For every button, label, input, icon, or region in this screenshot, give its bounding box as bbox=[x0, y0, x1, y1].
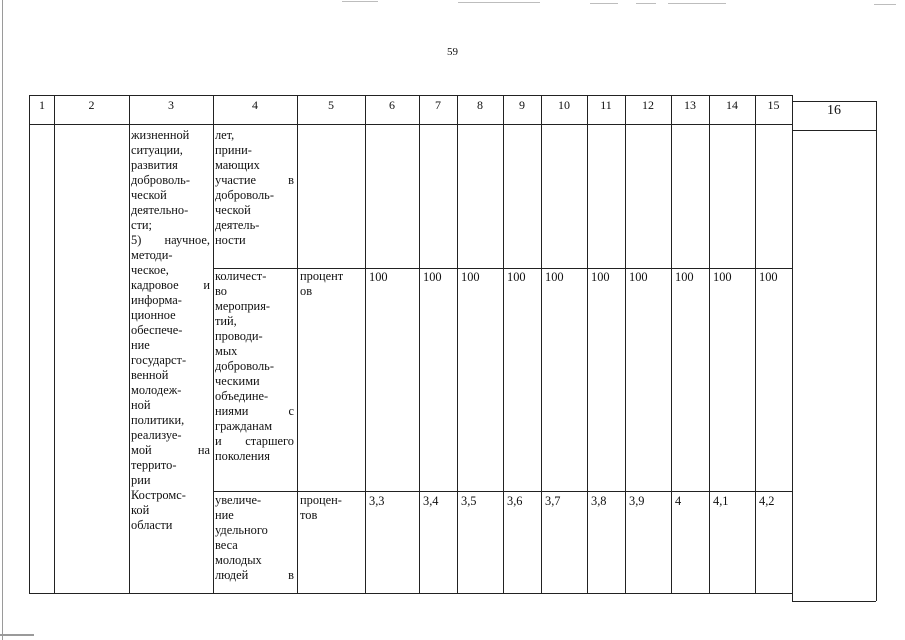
value-cell: 100 bbox=[507, 270, 526, 284]
value-cell: 4 bbox=[675, 494, 682, 508]
grid-line bbox=[213, 95, 214, 593]
text-line: ние bbox=[215, 508, 234, 522]
grid-line bbox=[457, 95, 458, 593]
indicator-cell bbox=[215, 128, 294, 248]
text-line: участие в bbox=[215, 173, 294, 187]
grid-line bbox=[792, 130, 876, 131]
text-line: молодеж- bbox=[131, 383, 182, 397]
header-cell: 1 bbox=[39, 98, 45, 112]
text-line: ние bbox=[131, 338, 150, 352]
value-cell: 100 bbox=[369, 270, 388, 284]
text-line: ов bbox=[300, 284, 313, 298]
text-line: мой на bbox=[131, 443, 210, 457]
grid-line bbox=[876, 101, 877, 601]
value-cell: 100 bbox=[423, 270, 442, 284]
text-line: ности bbox=[215, 233, 246, 247]
grid-line bbox=[587, 95, 588, 593]
value-cell: 3,4 bbox=[423, 494, 439, 508]
text-line: веса bbox=[215, 538, 238, 552]
grid-line bbox=[365, 95, 366, 593]
value-cell: 100 bbox=[461, 270, 480, 284]
value-cell: 3,5 bbox=[461, 494, 477, 508]
text-line: ческой bbox=[215, 203, 251, 217]
text-line: доброволь- bbox=[131, 173, 190, 187]
text-line: увеличе- bbox=[215, 493, 262, 507]
text-line: кадровое и bbox=[131, 278, 210, 292]
value-cell: 100 bbox=[545, 270, 564, 284]
grid-line bbox=[129, 95, 130, 593]
value-cell: 3,6 bbox=[507, 494, 523, 508]
scan-artifact bbox=[342, 1, 378, 2]
header-cell: 2 bbox=[88, 98, 95, 112]
text-line: государст- bbox=[131, 353, 187, 367]
text-line: ческое, bbox=[131, 263, 169, 277]
text-line: ционное bbox=[131, 308, 176, 322]
value-cell: 100 bbox=[675, 270, 694, 284]
text-line: мых bbox=[215, 344, 238, 358]
text-line: молодых bbox=[215, 553, 262, 567]
header-cell: 4 bbox=[252, 98, 258, 112]
text-line: жизненной bbox=[131, 128, 190, 142]
text-line: проводи- bbox=[215, 329, 263, 343]
header-cell: 6 bbox=[389, 98, 395, 112]
header-cell: 16 bbox=[827, 103, 841, 118]
value-cell: 3,8 bbox=[591, 494, 607, 508]
value-cell: 4,1 bbox=[713, 494, 729, 508]
header-cell: 5 bbox=[328, 98, 334, 112]
text-line: ческой bbox=[131, 188, 167, 202]
header-cell: 10 bbox=[558, 98, 570, 112]
header-cell: 13 bbox=[684, 98, 696, 112]
value-cell: 100 bbox=[759, 270, 778, 284]
grid-line bbox=[671, 95, 672, 593]
header-cell: 3 bbox=[168, 98, 174, 112]
text-line: и старшего bbox=[215, 434, 294, 448]
header-cell: 9 bbox=[519, 98, 525, 112]
value-cell: 3,7 bbox=[545, 494, 561, 508]
text-line: информа- bbox=[131, 293, 182, 307]
scan-artifact bbox=[636, 3, 656, 4]
text-line: тий, bbox=[215, 314, 237, 328]
header-cell: 8 bbox=[477, 98, 483, 112]
grid-line bbox=[29, 95, 792, 96]
text-line: тов bbox=[300, 508, 318, 522]
page-number: 59 bbox=[447, 46, 458, 58]
value-cell: 100 bbox=[591, 270, 610, 284]
text-line: деятель- bbox=[215, 218, 260, 232]
scan-artifact bbox=[458, 2, 540, 3]
text-line: количест- bbox=[215, 269, 267, 283]
text-line: поколения bbox=[215, 449, 270, 463]
grid-line bbox=[54, 95, 55, 593]
text-line: венной bbox=[131, 368, 169, 382]
text-line: доброволь- bbox=[215, 188, 274, 202]
text-line: террито- bbox=[131, 458, 177, 472]
grid-line bbox=[625, 95, 626, 593]
unit-cell bbox=[300, 269, 362, 299]
header-cell: 11 bbox=[600, 98, 612, 112]
text-line: процент bbox=[300, 269, 344, 283]
text-line: области bbox=[131, 518, 173, 532]
grid-line bbox=[29, 593, 792, 594]
text-line: во bbox=[215, 284, 227, 298]
text-line: сти; bbox=[131, 218, 152, 232]
scan-artifact bbox=[874, 4, 896, 5]
text-line: обеспече- bbox=[131, 323, 183, 337]
header-cell: 15 bbox=[767, 98, 780, 112]
grid-line bbox=[792, 101, 793, 601]
text-line: ческими bbox=[215, 374, 260, 388]
text-line: удельного bbox=[215, 523, 268, 537]
grid-line bbox=[792, 101, 876, 102]
goal-description-cell bbox=[131, 128, 210, 533]
text-line: доброволь- bbox=[215, 359, 274, 373]
text-line: объедине- bbox=[215, 389, 269, 403]
scan-artifact bbox=[590, 3, 618, 4]
text-line: Костромс- bbox=[131, 488, 186, 502]
grid-line bbox=[709, 95, 710, 593]
text-line: прини- bbox=[215, 143, 252, 157]
text-line: кой bbox=[131, 503, 150, 517]
text-line: 5) научное, bbox=[131, 233, 210, 247]
value-cell: 100 bbox=[629, 270, 648, 284]
header-cell: 12 bbox=[642, 98, 654, 112]
text-line: развития bbox=[131, 158, 178, 172]
text-line: ситуации, bbox=[131, 143, 183, 157]
grid-line bbox=[755, 95, 756, 593]
text-line: гражданам bbox=[215, 419, 273, 433]
unit-cell bbox=[300, 493, 362, 523]
text-line: методи- bbox=[131, 248, 173, 262]
indicator-cell bbox=[215, 493, 294, 583]
text-line: процен- bbox=[300, 493, 342, 507]
text-line: реализуе- bbox=[131, 428, 182, 442]
text-line: деятельно- bbox=[131, 203, 189, 217]
grid-line bbox=[29, 95, 30, 593]
text-line: мероприя- bbox=[215, 299, 271, 313]
header-cell: 14 bbox=[726, 98, 738, 112]
scan-edge bbox=[2, 0, 3, 640]
text-line: лет, bbox=[215, 128, 235, 142]
grid-line bbox=[541, 95, 542, 593]
grid-line bbox=[792, 601, 876, 602]
text-line: рии bbox=[131, 473, 151, 487]
value-cell: 4,2 bbox=[759, 494, 775, 508]
text-line: людей в bbox=[215, 568, 294, 582]
value-cell: 3,9 bbox=[629, 494, 645, 508]
text-line: политики, bbox=[131, 413, 185, 427]
text-line: мающих bbox=[215, 158, 260, 172]
value-cell: 3,3 bbox=[369, 494, 385, 508]
indicator-cell bbox=[215, 269, 294, 464]
header-cell: 7 bbox=[435, 98, 441, 112]
grid-line bbox=[297, 95, 298, 593]
grid-line bbox=[419, 95, 420, 593]
value-cell: 100 bbox=[713, 270, 732, 284]
grid-line bbox=[503, 95, 504, 593]
scan-artifact bbox=[668, 3, 726, 4]
scan-artifact bbox=[0, 634, 34, 636]
text-line: ной bbox=[131, 398, 151, 412]
text-line: ниями с bbox=[215, 404, 294, 418]
grid-line bbox=[29, 124, 792, 125]
